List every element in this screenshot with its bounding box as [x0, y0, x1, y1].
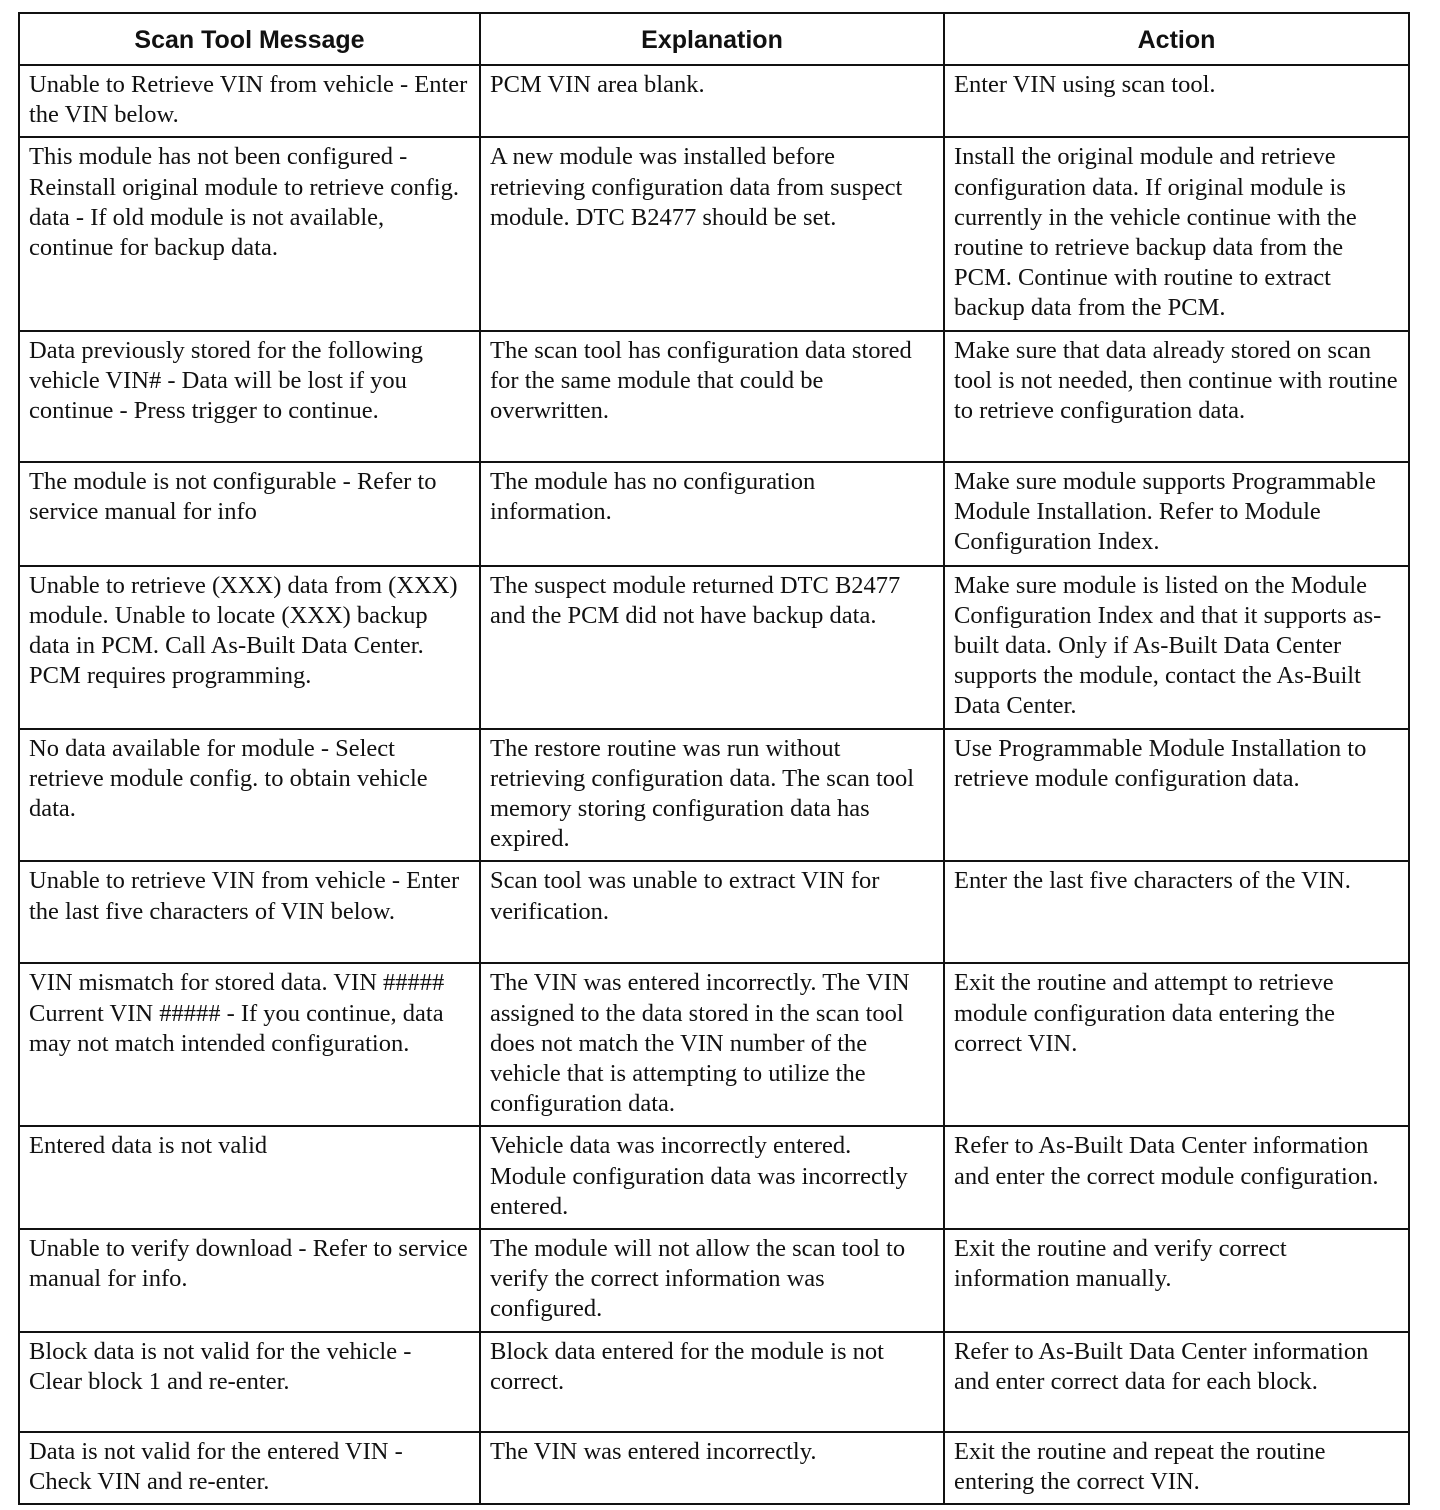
message-cell: No data available for module - Select retrieve module config. to obtain vehicle data.: [19, 729, 480, 862]
action-cell: Make sure module is listed on the Module Configuration Index and that it supports as-built data. Only if As-Built Data Center supports the module, contact the As-Built Data Center.: [944, 566, 1409, 729]
action-cell: Refer to As-Built Data Center information and enter correct data for each block.: [944, 1332, 1409, 1432]
table-row: [19, 137, 1409, 330]
header-scan-tool-message: Scan Tool Message: [19, 13, 480, 65]
action-cell: Use Programmable Module Installation to retrieve module configuration data.: [944, 729, 1409, 862]
action-cell: Enter the last five characters of the VIN.: [944, 861, 1409, 963]
message-cell: Unable to Retrieve VIN from vehicle - Enter the VIN below.: [19, 65, 480, 137]
explanation-cell: PCM VIN area blank.: [480, 65, 944, 137]
action-cell: Enter VIN using scan tool.: [944, 65, 1409, 137]
message-cell: This module has not been configured - Reinstall original module to retrieve config. data - If old module is not available, continue for backup data.: [19, 137, 480, 330]
table-row: [19, 462, 1409, 566]
message-cell: Block data is not valid for the vehicle - Clear block 1 and re-enter.: [19, 1332, 480, 1432]
table-row: [19, 1332, 1409, 1432]
action-cell: Make sure that data already stored on scan tool is not needed, then continue with routine to retrieve configuration data.: [944, 331, 1409, 462]
explanation-cell: Block data entered for the module is not correct.: [480, 1332, 944, 1432]
action-cell: Exit the routine and verify correct information manually.: [944, 1229, 1409, 1332]
action-cell: Make sure module supports Programmable Module Installation. Refer to Module Configuration Index.: [944, 462, 1409, 566]
action-cell: Install the original module and retrieve configuration data. If original module is currently in the vehicle continue with the routine to retrieve backup data from the PCM. Continue with routine to extract backup data from the PCM.: [944, 137, 1409, 330]
message-cell: The module is not configurable - Refer to service manual for info: [19, 462, 480, 566]
table-row: [19, 861, 1409, 963]
message-cell: Unable to retrieve VIN from vehicle - Enter the last five characters of VIN below.: [19, 861, 480, 963]
explanation-cell: A new module was installed before retrieving configuration data from suspect module. DTC B2477 should be set.: [480, 137, 944, 330]
table-row: [19, 729, 1409, 862]
action-cell: Exit the routine and repeat the routine entering the correct VIN.: [944, 1432, 1409, 1504]
table-row: [19, 65, 1409, 137]
message-cell: Entered data is not valid: [19, 1126, 480, 1229]
table-header-row: [19, 13, 1409, 65]
header-explanation: Explanation: [480, 13, 944, 65]
action-cell: Refer to As-Built Data Center information and enter the correct module configuration.: [944, 1126, 1409, 1229]
document-page: [18, 12, 1408, 1505]
table-row: [19, 963, 1409, 1126]
message-cell: Unable to verify download - Refer to service manual for info.: [19, 1229, 480, 1332]
message-cell: Data previously stored for the following vehicle VIN# - Data will be lost if you continue - Press trigger to continue.: [19, 331, 480, 462]
explanation-cell: The VIN was entered incorrectly.: [480, 1432, 944, 1504]
scan-tool-message-table: [18, 12, 1410, 1505]
explanation-cell: The module will not allow the scan tool to verify the correct information was configured.: [480, 1229, 944, 1332]
table-row: [19, 1229, 1409, 1332]
message-cell: Unable to retrieve (XXX) data from (XXX) module. Unable to locate (XXX) backup data in PCM. Call As-Built Data Center. PCM requires programming.: [19, 566, 480, 729]
explanation-cell: The suspect module returned DTC B2477 and the PCM did not have backup data.: [480, 566, 944, 729]
explanation-cell: The restore routine was run without retrieving configuration data. The scan tool memory storing configuration data has expired.: [480, 729, 944, 862]
explanation-cell: The scan tool has configuration data stored for the same module that could be overwritten.: [480, 331, 944, 462]
table-row: [19, 566, 1409, 729]
header-action: Action: [944, 13, 1409, 65]
table-row: [19, 331, 1409, 462]
explanation-cell: The module has no configuration information.: [480, 462, 944, 566]
explanation-cell: Vehicle data was incorrectly entered. Module configuration data was incorrectly entered.: [480, 1126, 944, 1229]
message-cell: VIN mismatch for stored data. VIN ##### Current VIN ##### - If you continue, data may not match intended configuration.: [19, 963, 480, 1126]
explanation-cell: The VIN was entered incorrectly. The VIN assigned to the data stored in the scan tool does not match the VIN number of the vehicle that is attempting to utilize the configuration data.: [480, 963, 944, 1126]
explanation-cell: Scan tool was unable to extract VIN for verification.: [480, 861, 944, 963]
message-cell: Data is not valid for the entered VIN - Check VIN and re-enter.: [19, 1432, 480, 1504]
table-row: [19, 1126, 1409, 1229]
action-cell: Exit the routine and attempt to retrieve module configuration data entering the correct VIN.: [944, 963, 1409, 1126]
table-row: [19, 1432, 1409, 1504]
